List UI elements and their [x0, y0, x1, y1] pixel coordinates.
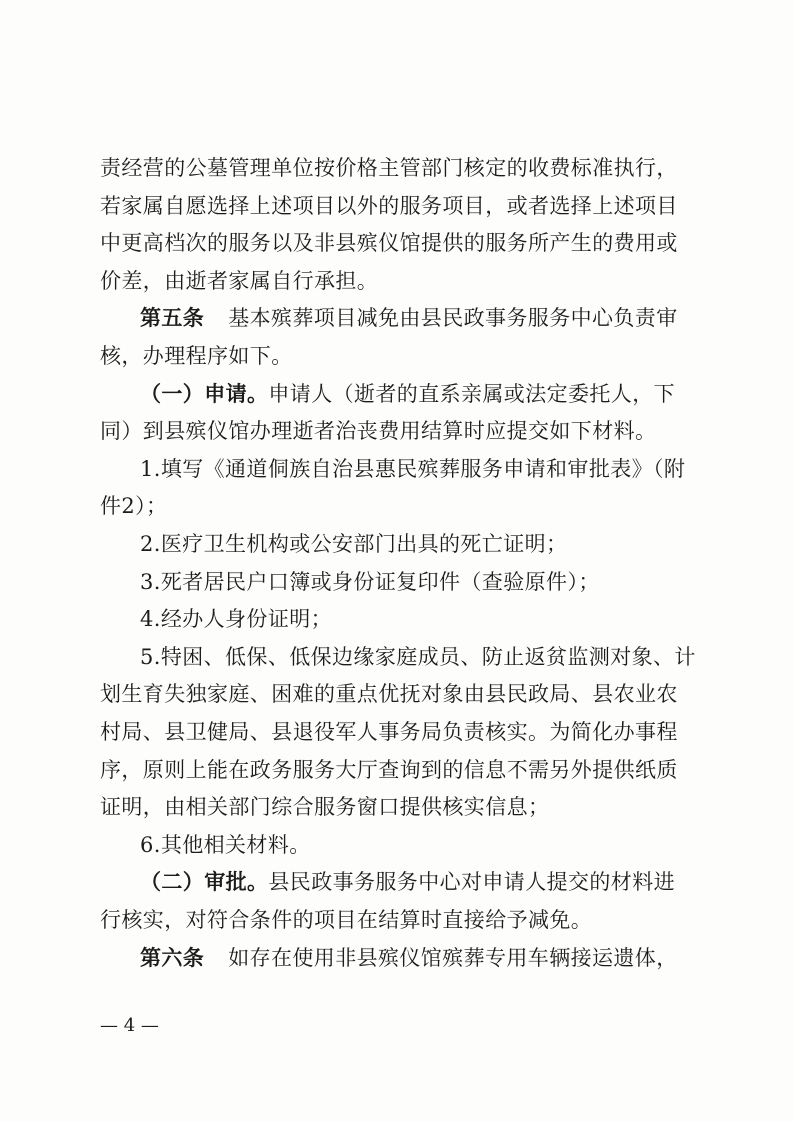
- body-line-3: 中更高档次的服务以及非县殡仪馆提供的服务所产生的费用或: [100, 231, 678, 256]
- list-item-5: 5.特困、低保、低保边缘家庭成员、防止返贫监测对象、计: [140, 644, 696, 669]
- item-2-heading: （二）审批。: [140, 869, 269, 895]
- item-2-line: [140, 868, 675, 896]
- list-item-1-cont: 件2）；: [100, 494, 168, 519]
- list-item-5-cont-1: 划生育失独家庭、困难的重点优抚对象由县民政局、县农业农: [100, 682, 678, 707]
- item-1-heading: （一）申请。: [140, 380, 269, 406]
- list-item-5-cont-3: 序，原则上能在政务服务大厅查询到的信息不需另外提供纸质: [100, 757, 678, 782]
- body-line-2: 若家属自愿选择上述项目以外的服务项目，或者选择上述项目: [100, 193, 678, 218]
- list-item-6: 6.其他相关材料。: [140, 832, 311, 857]
- body-line-4: 价差，由逝者家属自行承担。: [100, 268, 379, 293]
- body-line-6: 核，办理程序如下。: [100, 344, 293, 368]
- item-1-text: 申请人（逝者的直系亲属或法定委托人，下: [268, 381, 676, 406]
- article-5-heading: 第五条: [140, 305, 205, 331]
- article-5-text: 基本殡葬项目减免由县民政事务服务中心负责审: [228, 306, 678, 331]
- article-6-text: 如存在使用非县殡仪馆殡葬专用车辆接运遗体，: [228, 945, 678, 970]
- list-item-4: 4.经办人身份证明；: [140, 607, 333, 632]
- article-5-line: [140, 304, 678, 332]
- article-6-line: [140, 944, 678, 972]
- page-number: — 4 —: [100, 1015, 159, 1036]
- item-2-text: 县民政事务服务中心对申请人提交的材料进: [268, 870, 676, 895]
- body-line-8: 同）到县殡仪馆办理逝者治丧费用结算时应提交如下材料。: [100, 419, 657, 444]
- body-line-21: 行核实，对符合条件的项目在结算时直接给予减免。: [100, 908, 593, 932]
- list-item-3: 3.死者居民户口簿或身份证复印件（查验原件）；: [140, 569, 600, 594]
- list-item-5-cont-2: 村局、县卫健局、县退役军人事务局负责核实。为简化办事程: [100, 720, 678, 744]
- article-6-heading: 第六条: [140, 944, 205, 970]
- list-item-1: 1.填写《通道侗族自治县惠民殡葬服务申请和审批表》（附: [140, 456, 686, 481]
- item-1-line: [140, 380, 675, 408]
- body-line-1: 责经营的公墓管理单位按价格主管部门核定的收费标准执行，: [100, 156, 678, 180]
- list-item-2: 2.医疗卫生机构或公安部门出具的死亡证明；: [140, 532, 568, 556]
- list-item-5-cont-4: 证明，由相关部门综合服务窗口提供核实信息；: [100, 795, 550, 820]
